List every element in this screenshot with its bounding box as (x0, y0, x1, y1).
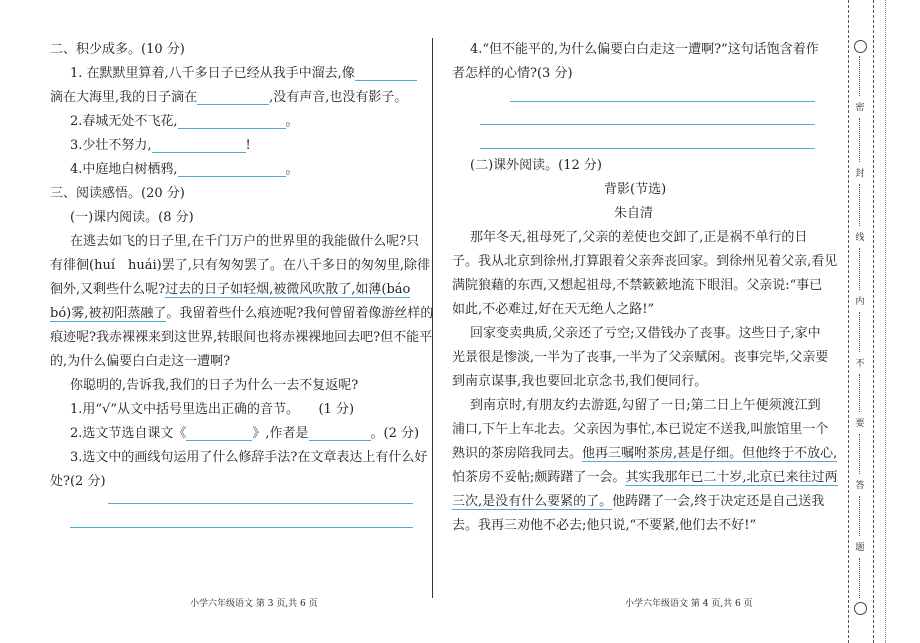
section-2-title: 二、积少成多。(10 分) (50, 42, 185, 57)
rq2-blank-author[interactable] (309, 426, 371, 441)
binding-char: 答 (855, 481, 865, 491)
q4-prompt-b: 者怎样的心情?(3 分) (452, 66, 573, 81)
binding-edge-line (885, 0, 886, 643)
reading-q3-a: 3.选文中的画线句运用了什么修辞手法?在文章表达上有什么好 (70, 450, 428, 465)
passage-author: 朱自清 (614, 206, 654, 221)
passage-line: 那年冬天,祖母死了,父亲的差使也交卸了,正是祸不单行的日 (470, 230, 808, 245)
binding-dots (859, 558, 861, 598)
column-divider (432, 38, 433, 598)
reading-q2: 2.选文节选自课文《 》,作者是 。(2 分) (70, 426, 420, 441)
q4-line: 4.中庭地白树栖鸦, 。 (70, 162, 299, 177)
underlined-sentence: 其实我那年已二十岁,北京已来往过两 (625, 470, 838, 485)
passage-title: 背影(节选) (604, 182, 667, 197)
answer-line[interactable] (510, 101, 815, 102)
passage-line: 怕茶房不妥帖;颇踌躇了一会。其实我那年已二十岁,北京已来往过两 (452, 470, 838, 485)
reading-q3-b: 处?(2 分) (50, 474, 106, 489)
underlined-sentence: 过去的日子如轻烟,被微风吹散了,如薄(báo (165, 282, 411, 297)
passage-line: 满院狼藉的东西,又想起祖母,不禁簌簌地流下眼泪。父亲说:“事已 (452, 278, 823, 293)
page-footer-left: 小学六年级语文 第 3 页,共 6 页 (190, 599, 318, 609)
binding-hole-icon (854, 602, 867, 615)
passage-line-6: 的,为什么偏要白白走这一遭啊? (50, 354, 231, 369)
rq2-blank-title[interactable] (186, 426, 252, 441)
passage-line-3: 徊外,又剩些什么呢?过去的日子如轻烟,被微风吹散了,如薄(báo (50, 282, 411, 297)
answer-line[interactable] (70, 527, 413, 528)
passage-line: 去。我再三劝他不必去;他只说,“不要紧,他们去不好!” (452, 518, 757, 533)
q1-blank-1[interactable] (355, 66, 417, 81)
binding-char: 内 (855, 297, 865, 307)
passage-line-5: 痕迹呢?我赤裸裸来到这世界,转眼间也将赤裸裸地回去吧?但不能平 (50, 330, 433, 345)
binding-dots (859, 56, 861, 96)
q3-line: 3.少壮不努力, ! (70, 138, 251, 153)
answer-line[interactable] (108, 503, 413, 504)
binding-dots (859, 374, 861, 412)
q4-blank[interactable] (178, 162, 286, 177)
section-3-title: 三、阅读感悟。(20 分) (50, 186, 185, 201)
passage-line-2: 有徘徊(huí huái)罢了,只有匆匆罢了。在八千多日的匆匆里,除徘 (50, 258, 430, 273)
page-footer-right: 小学六年级语文 第 4 页,共 6 页 (625, 599, 753, 609)
q2-line: 2.春城无处不飞花, 。 (70, 114, 299, 129)
sub-section-1: (一)课内阅读。(8 分) (70, 210, 194, 225)
q2-blank[interactable] (178, 114, 286, 129)
binding-char: 题 (855, 543, 865, 553)
underlined-sentence: 他再三嘱咐茶房,甚是仔细。但他终于不放心, (582, 446, 838, 461)
binding-dots (859, 248, 861, 290)
underlined-sentence-cont: 三次,是没有什么要紧的了。 (452, 494, 613, 509)
binding-dots (859, 118, 861, 162)
q3-blank[interactable] (152, 138, 246, 153)
passage-line: 熟识的茶房陪我同去。他再三嘱咐茶房,甚是仔细。但他终于不放心, (452, 446, 838, 461)
passage-line: 光景很是惨淡,一半为了丧事,一半为了父亲赋闲。丧事完毕,父亲要 (452, 350, 829, 365)
sub-section-2: (二)课外阅读。(12 分) (470, 158, 602, 173)
binding-dots (859, 496, 861, 536)
answer-line[interactable] (480, 148, 815, 149)
passage-line: 到南京时,有朋友约去游逛,勾留了一日;第二日上午便须渡江到 (470, 398, 821, 413)
passage-line: 回家变卖典质,父亲还了亏空;又借钱办了丧事。这些日子,家中 (470, 326, 821, 341)
passage-line: 到南京谋事,我也要回北京念书,我们便同行。 (452, 374, 708, 389)
binding-char: 不 (855, 359, 865, 369)
q1-line-a: 1. 在默默里算着,八千多日子已经从我手中溜去,像 (70, 62, 417, 81)
binding-hole-icon (854, 40, 867, 53)
binding-dots (859, 312, 861, 352)
binding-char: 封 (855, 169, 865, 179)
reading-q1: 1.用“√”从文中括号里选出正确的音节。 (1 分) (70, 402, 355, 417)
underlined-sentence-cont: bó)雾,被初阳蒸融了 (50, 306, 167, 321)
passage-line: 如此,不必难过,好在天无绝人之路!” (452, 302, 655, 317)
passage-line-1: 在逃去如飞的日子里,在千门万户的世界里的我能做什么呢?只 (70, 234, 420, 249)
answer-line[interactable] (480, 124, 815, 125)
passage-line: 浦口,下午上车北去。父亲因为事忙,本已说定不送我,叫旅馆里一个 (452, 422, 829, 437)
binding-char: 密 (855, 103, 865, 113)
binding-dots (859, 184, 861, 226)
binding-dots (859, 434, 861, 474)
binding-char: 要 (855, 419, 865, 429)
passage-line-7: 你聪明的,告诉我,我们的日子为什么一去不复返呢? (70, 378, 359, 393)
passage-line: 三次,是没有什么要紧的了。他踌躇了一会,终于决定还是自己送我 (452, 494, 825, 509)
q1-blank-2[interactable] (197, 90, 269, 105)
passage-line: 子。我从北京到徐州,打算跟着父亲奔丧回家。到徐州见着父亲,看见 (452, 254, 838, 269)
q1-line-b: 滴在大海里,我的日子滴在 ,没有声音,也没有影子。 (50, 90, 408, 105)
binding-char: 线 (855, 233, 865, 243)
q4-prompt-a: 4.“但不能平的,为什么偏要白白走这一遭啊?”这句话饱含着作 (470, 42, 819, 57)
passage-line-4: bó)雾,被初阳蒸融了。我留着些什么痕迹呢?我何曾留着像游丝样的 (50, 306, 434, 321)
